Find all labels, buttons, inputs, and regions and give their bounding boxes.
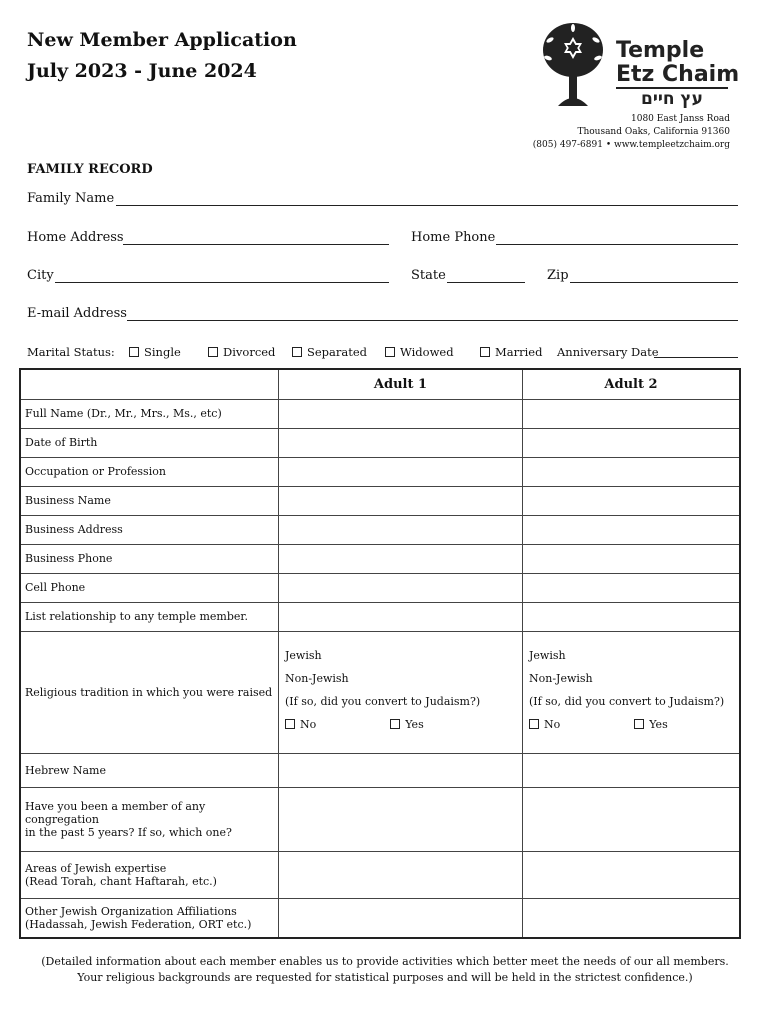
family-name-label: Family Name <box>27 191 115 206</box>
row-label: Cell Phone <box>20 573 279 602</box>
option-yes[interactable]: Yes <box>649 718 668 731</box>
adult2-cell[interactable] <box>523 602 741 631</box>
adult2-cell[interactable] <box>523 851 741 898</box>
home-address-label: Home Address <box>27 230 124 245</box>
adult2-cell[interactable] <box>523 544 741 573</box>
adult1-cell[interactable] <box>279 898 523 938</box>
adult2-religion-cell[interactable] <box>523 631 741 753</box>
checkbox-icon[interactable] <box>208 347 218 357</box>
row-label: Business Phone <box>20 544 279 573</box>
checkbox-icon[interactable] <box>634 719 644 729</box>
table-row <box>20 457 740 486</box>
form-date-range: July 2023 - June 2024 <box>27 60 257 82</box>
anniversary-date-label: Anniversary Date <box>557 345 659 359</box>
home-address-field[interactable] <box>123 244 389 245</box>
table-row <box>20 515 740 544</box>
family-record-heading: FAMILY RECORD <box>27 162 153 177</box>
member-table <box>19 368 741 939</box>
adult2-cell[interactable] <box>523 515 741 544</box>
marital-option-married[interactable]: Married <box>480 345 542 359</box>
marital-option-widowed[interactable]: Widowed <box>385 345 454 359</box>
footer-note <box>0 954 770 986</box>
table-row <box>20 787 740 851</box>
table-row <box>20 851 740 898</box>
org-hebrew-name: עץ חיים <box>640 89 703 109</box>
row-label: Occupation or Profession <box>20 457 279 486</box>
adult1-cell[interactable] <box>279 399 523 428</box>
email-label: E-mail Address <box>27 306 127 321</box>
checkbox-icon[interactable] <box>385 347 395 357</box>
email-field[interactable] <box>127 320 738 321</box>
adult2-cell[interactable] <box>523 898 741 938</box>
option-non-jewish[interactable]: Non-Jewish <box>285 672 349 685</box>
footer-line-2: Your religious backgrounds are requested for statistical purposes and will be held in the strictest confidence.) <box>77 971 693 984</box>
header-blank <box>20 369 279 399</box>
adult1-cell[interactable] <box>279 457 523 486</box>
convert-question: (If so, did you convert to Judaism?) <box>529 695 725 708</box>
row-label: Have you been a member of any congregation in the past 5 years? If so, which one? <box>20 787 279 851</box>
adult1-cell[interactable] <box>279 428 523 457</box>
row-label: List relationship to any temple member. <box>20 602 279 631</box>
table-row <box>20 486 740 515</box>
home-phone-field[interactable] <box>496 244 738 245</box>
header-adult-2: Adult 2 <box>523 369 741 399</box>
city-label: City <box>27 268 54 283</box>
option-non-jewish[interactable]: Non-Jewish <box>529 672 593 685</box>
checkbox-icon[interactable] <box>480 347 490 357</box>
table-header-row <box>20 369 740 399</box>
table-row <box>20 602 740 631</box>
adult1-cell[interactable] <box>279 486 523 515</box>
checkbox-icon[interactable] <box>292 347 302 357</box>
option-jewish[interactable]: Jewish <box>285 649 322 662</box>
adult1-cell[interactable] <box>279 544 523 573</box>
adult2-cell[interactable] <box>523 428 741 457</box>
table-row <box>20 399 740 428</box>
adult2-cell[interactable] <box>523 399 741 428</box>
adult2-cell[interactable] <box>523 573 741 602</box>
option-no[interactable]: No <box>544 718 561 731</box>
option-jewish[interactable]: Jewish <box>529 649 566 662</box>
table-row <box>20 573 740 602</box>
convert-question: (If so, did you convert to Judaism?) <box>285 695 481 708</box>
zip-field[interactable] <box>570 282 738 283</box>
adult1-religion-cell[interactable] <box>279 631 523 753</box>
adult2-cell[interactable] <box>523 457 741 486</box>
row-label: Areas of Jewish expertise (Read Torah, chant Haftarah, etc.) <box>20 851 279 898</box>
marital-option-single[interactable]: Single <box>129 345 181 359</box>
religious-tradition-row <box>20 631 740 753</box>
table-row <box>20 428 740 457</box>
tree-star-logo-icon <box>538 20 608 110</box>
checkbox-icon[interactable] <box>285 719 295 729</box>
form-title: New Member Application <box>27 29 297 51</box>
zip-label: Zip <box>547 268 569 283</box>
checkbox-icon[interactable] <box>390 719 400 729</box>
adult1-cell[interactable] <box>279 753 523 787</box>
marital-option-separated[interactable]: Separated <box>292 345 367 359</box>
row-label: Other Jewish Organization Affiliations (Hadassah, Jewish Federation, ORT etc.) <box>20 898 279 938</box>
adult1-cell[interactable] <box>279 602 523 631</box>
family-name-field[interactable] <box>116 205 738 206</box>
row-label: Business Address <box>20 515 279 544</box>
org-address-line1: 1080 East Janss Road <box>631 114 730 124</box>
city-field[interactable] <box>55 282 389 283</box>
adult2-cell[interactable] <box>523 787 741 851</box>
table-row <box>20 544 740 573</box>
org-contact: (805) 497-6891 • www.templeetzchaim.org <box>532 140 730 150</box>
adult1-cell[interactable] <box>279 851 523 898</box>
row-label: Full Name (Dr., Mr., Mrs., Ms., etc) <box>20 399 279 428</box>
option-no[interactable]: No <box>300 718 317 731</box>
adult1-cell[interactable] <box>279 787 523 851</box>
state-field[interactable] <box>447 282 525 283</box>
state-label: State <box>411 268 446 283</box>
home-phone-label: Home Phone <box>411 230 496 245</box>
table-row <box>20 753 740 787</box>
checkbox-icon[interactable] <box>129 347 139 357</box>
org-name-line1: Temple <box>616 38 705 63</box>
adult1-cell[interactable] <box>279 573 523 602</box>
footer-line-1: (Detailed information about each member enables us to provide activities which better meet the needs of our all members. <box>41 955 729 968</box>
header-adult-1: Adult 1 <box>279 369 523 399</box>
marital-option-divorced[interactable]: Divorced <box>208 345 275 359</box>
row-label: Date of Birth <box>20 428 279 457</box>
row-label: Hebrew Name <box>20 753 279 787</box>
marital-status-label: Marital Status: <box>27 345 115 359</box>
row-label: Business Name <box>20 486 279 515</box>
org-address-line2: Thousand Oaks, California 91360 <box>577 127 730 137</box>
table-row <box>20 898 740 938</box>
adult2-cell[interactable] <box>523 486 741 515</box>
adult1-cell[interactable] <box>279 515 523 544</box>
row-label: Religious tradition in which you were raised <box>20 631 279 753</box>
anniversary-date-field[interactable] <box>654 357 738 358</box>
org-name-line2: Etz Chaim <box>616 62 740 87</box>
adult2-cell[interactable] <box>523 753 741 787</box>
checkbox-icon[interactable] <box>529 719 539 729</box>
option-yes[interactable]: Yes <box>405 718 424 731</box>
